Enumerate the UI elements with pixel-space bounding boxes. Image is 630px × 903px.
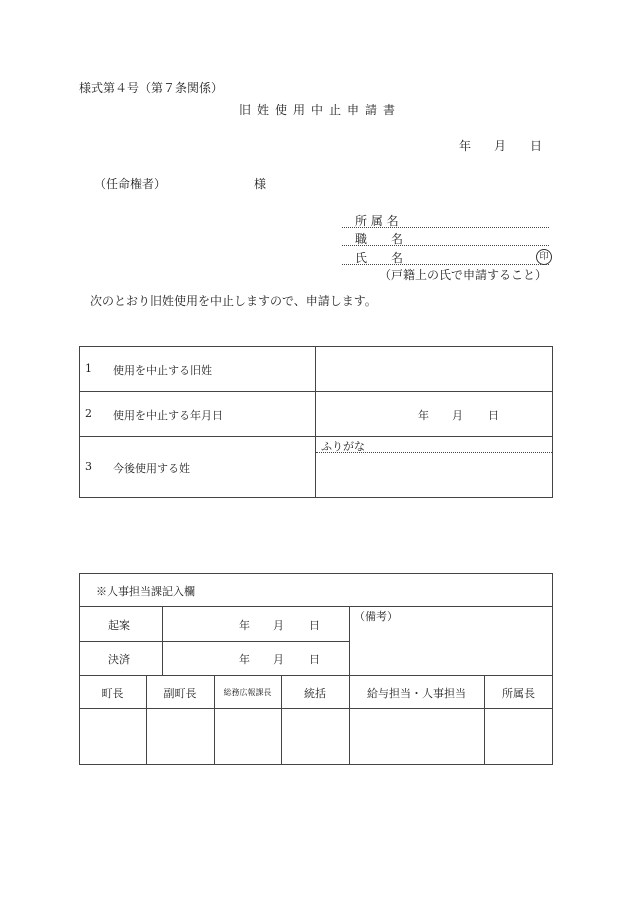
row-number: 2 bbox=[85, 407, 92, 420]
affiliation-line bbox=[342, 227, 549, 228]
approval-day: 日 bbox=[309, 653, 320, 666]
request-date-day: 日 bbox=[488, 409, 499, 422]
request-date-month: 月 bbox=[452, 409, 463, 422]
affiliation-label: 所 属 名 bbox=[355, 214, 399, 228]
draft-month: 月 bbox=[273, 619, 284, 632]
request-date-year: 年 bbox=[418, 409, 429, 422]
position-label: 職 名 bbox=[355, 232, 404, 246]
draft-day: 日 bbox=[309, 619, 320, 632]
request-table-divider bbox=[315, 346, 316, 498]
furigana-label: ふりがな bbox=[321, 440, 365, 453]
approver-general-affairs-chief: 総務広報課長 bbox=[223, 688, 272, 697]
date-day: 日 bbox=[530, 139, 543, 153]
request-row-sep-2 bbox=[79, 436, 553, 437]
date-year: 年 bbox=[459, 139, 472, 153]
request-row-sep-1 bbox=[79, 391, 553, 392]
date-month: 月 bbox=[494, 139, 507, 153]
approver-supervisor: 統括 bbox=[304, 687, 326, 700]
applicant-note: （戸籍上の氏で申請すること） bbox=[379, 268, 548, 282]
hr-approval-header-sep bbox=[79, 708, 553, 709]
approver-department-head: 所属長 bbox=[502, 687, 535, 700]
addressee-label: （任命権者） bbox=[94, 177, 167, 191]
approver-mayor: 町長 bbox=[101, 687, 124, 700]
approval-year: 年 bbox=[239, 653, 250, 666]
approver-payroll-hr: 給与担当・人事担当 bbox=[367, 687, 466, 700]
hr-title-sep bbox=[79, 606, 553, 607]
row-label-stop-date: 使用を中止する年月日 bbox=[113, 409, 223, 422]
hr-label-divider bbox=[162, 606, 163, 675]
row-number: 1 bbox=[85, 362, 92, 375]
page-title: 旧姓使用中止申請書 bbox=[239, 103, 402, 117]
row-label-new-surname: 今後使用する姓 bbox=[113, 462, 190, 475]
hr-approval-top bbox=[79, 675, 553, 676]
draft-label: 起案 bbox=[108, 619, 130, 632]
row-label-old-surname: 使用を中止する旧姓 bbox=[113, 364, 212, 377]
statement: 次のとおり旧姓使用を中止しますので、申請します。 bbox=[90, 294, 377, 308]
row-number: 3 bbox=[85, 460, 92, 473]
name-label: 氏 名 bbox=[355, 251, 404, 265]
name-line bbox=[342, 264, 549, 265]
approver-deputy-mayor: 副町長 bbox=[163, 687, 197, 700]
hr-row-sep bbox=[79, 641, 349, 642]
remarks-label: （備考） bbox=[354, 610, 398, 623]
hr-table bbox=[79, 573, 553, 765]
form-number: 様式第４号（第７条関係） bbox=[79, 81, 224, 95]
approval-month: 月 bbox=[273, 653, 284, 666]
addressee-suffix: 様 bbox=[254, 177, 267, 191]
approval-label: 決済 bbox=[108, 653, 130, 666]
seal-mark: 印 bbox=[536, 249, 552, 265]
hr-section-title: ※人事担当課記入欄 bbox=[96, 585, 195, 598]
position-line bbox=[342, 245, 549, 246]
draft-year: 年 bbox=[239, 619, 250, 632]
